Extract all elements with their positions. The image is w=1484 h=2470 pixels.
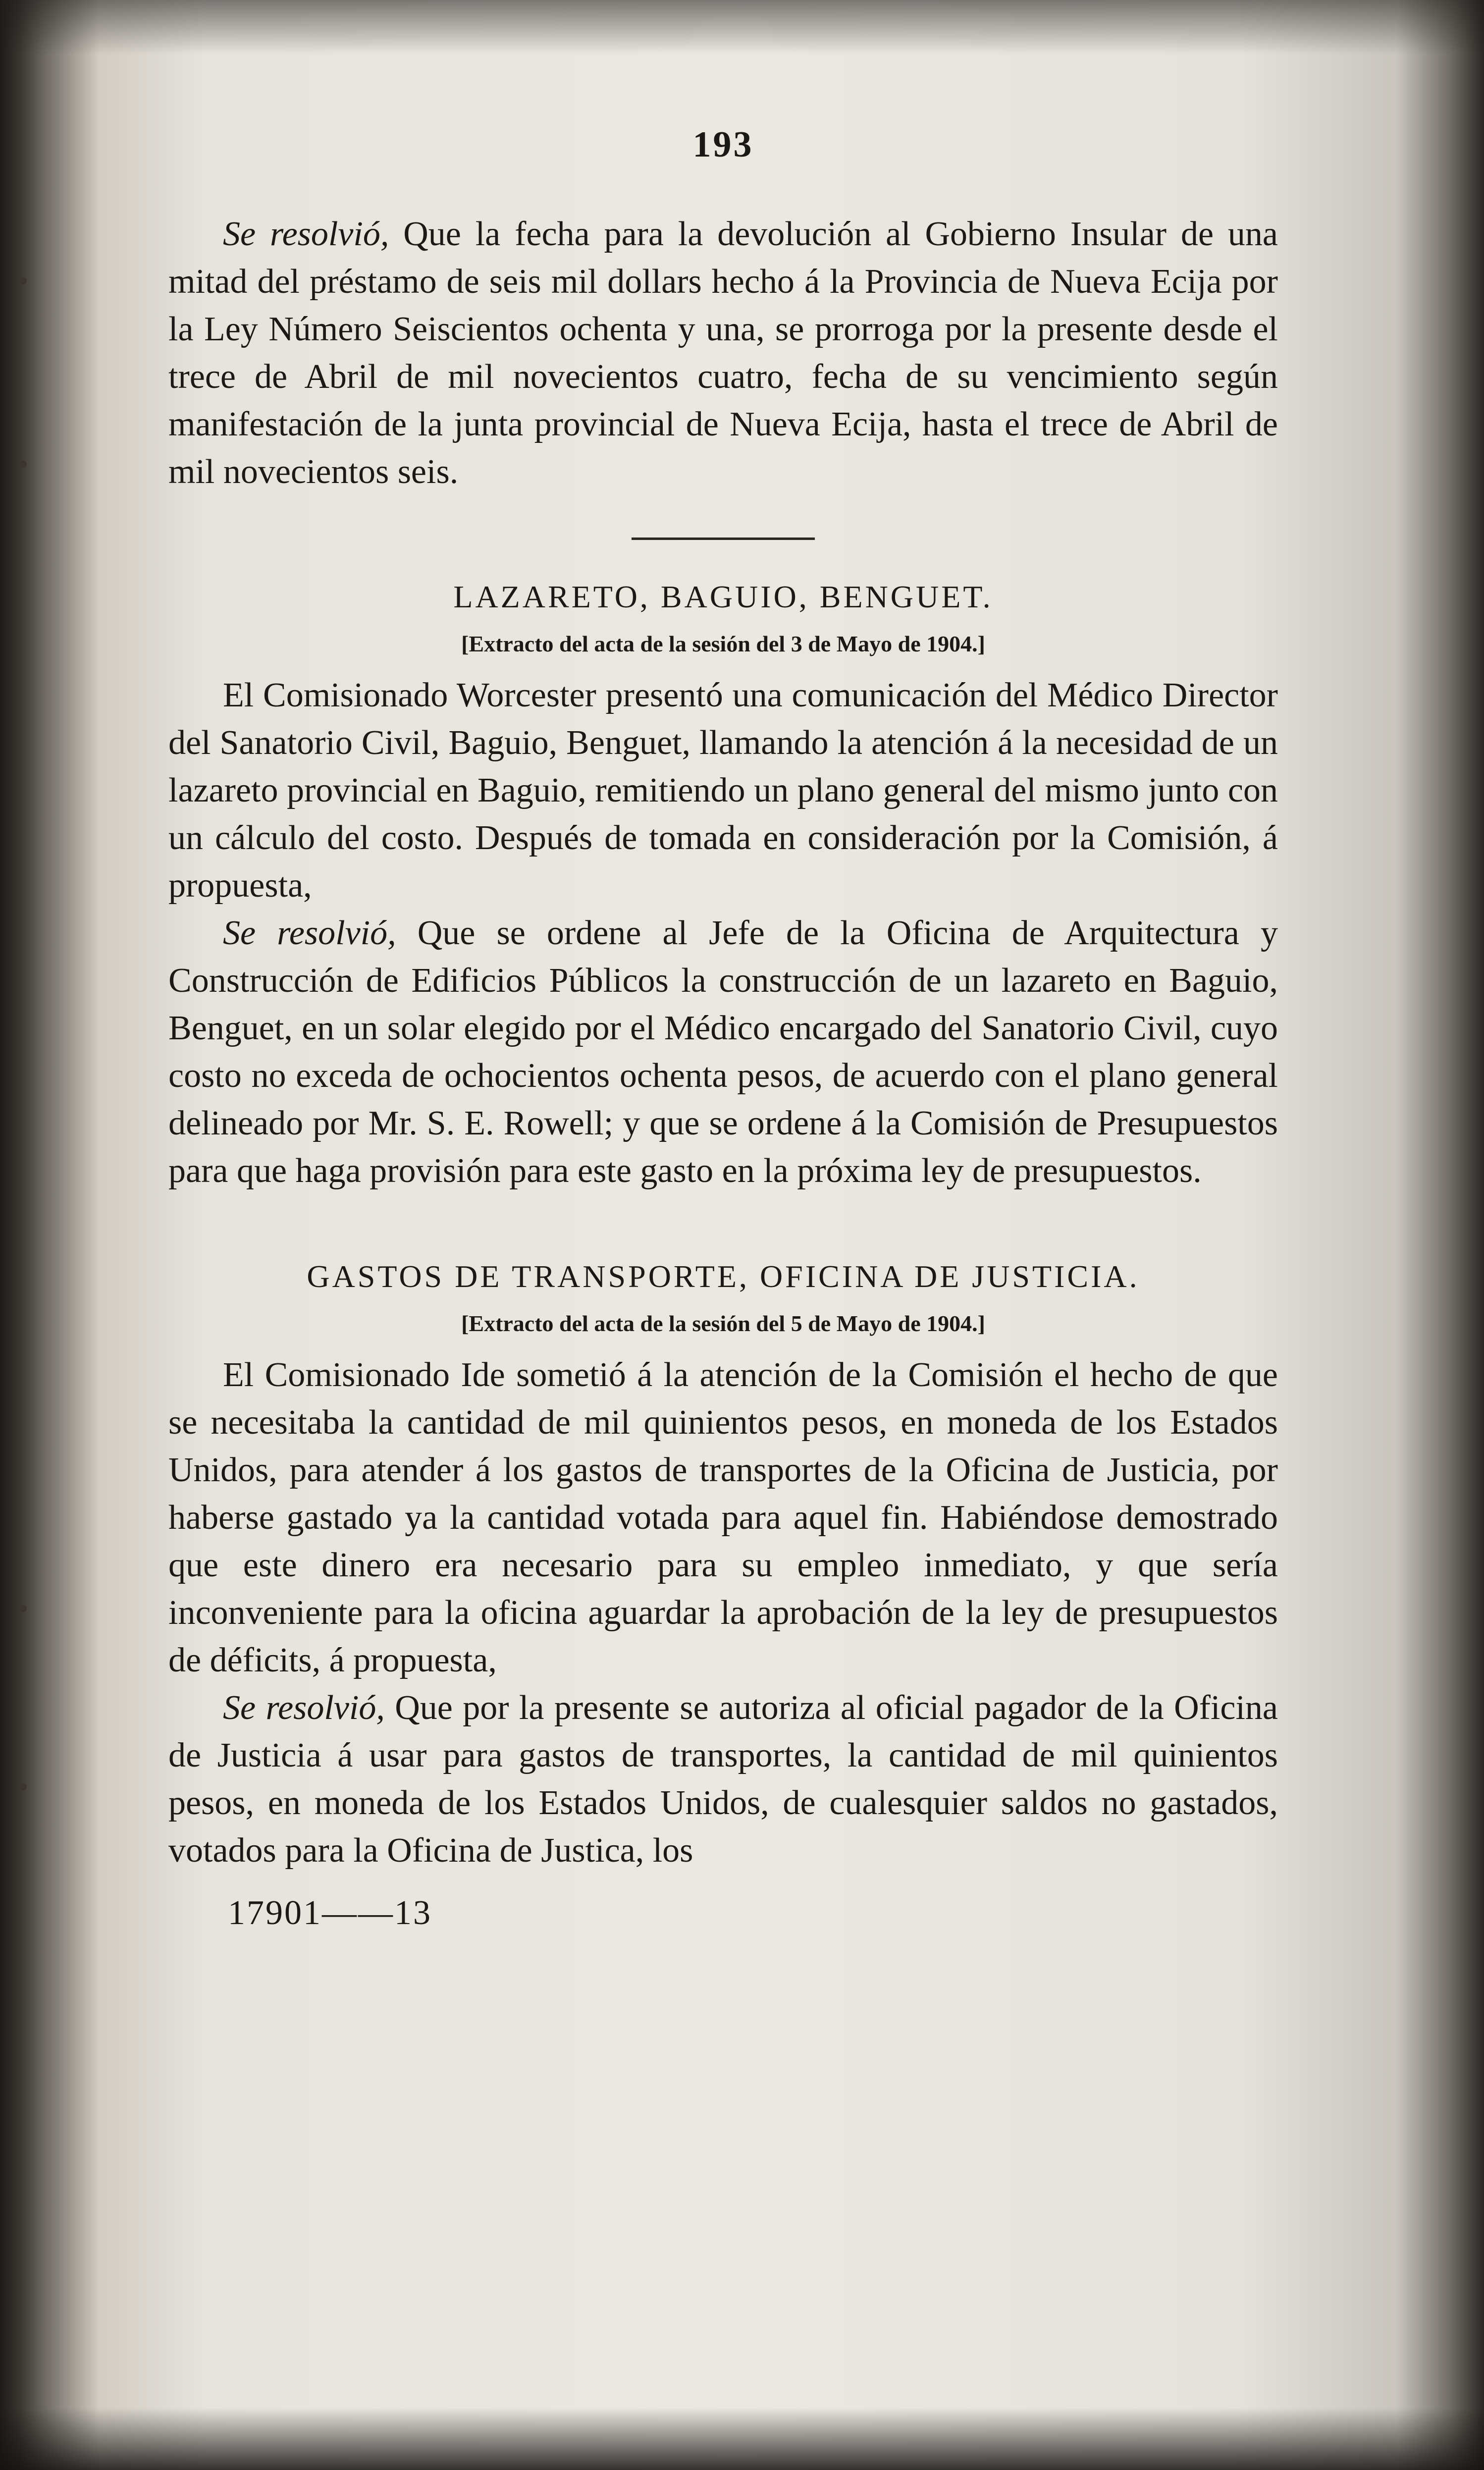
gastos-paragraph: El Comisionado Ide sometió á la atención de la Comisión el hecho de que se necesitaba la cantidad de mil quinientos pesos, en moneda de los Estados Unidos, para atender á los gastos de transportes de la Oficina de Justicia, por haberse gastado ya la cantidad votada para aquel fin. Habiéndose demostrado que este dinero era necesario para su empleo inmediato, y que sería inconveniente para la oficina aguardar la aprobación de la ley de presupuestos de déficits, á propuesta, (168, 1356, 1278, 1679)
section-note-lazareto: [Extracto del acta de la sesión del 3 de Mayo de 1904.] (461, 631, 985, 656)
section-gap (168, 1195, 1278, 1254)
margin-mark (20, 277, 27, 284)
lazareto-resolution-lead: Se resolvió, (223, 914, 396, 952)
lazareto-resolution-text: Que se ordene al Jefe de la Oficina de Arquitectura y Construcción de Edificios Públicos la construcción de un lazareto en Baguio, Benguet, en un solar elegido por el Médico encargado del Sanatorio Civil, cuyo costo no exceda de ochocientos ochenta pesos, de acuerdo con el plano general delineado por Mr. S. E. Rowell; y que se ordene á la Comisión de Presupuestos para que haga provisión para este gasto en la próxima ley de presupuestos. (168, 914, 1278, 1190)
resolution-lead: Se resolvió, (223, 215, 389, 253)
margin-mark (20, 1605, 27, 1612)
gastos-resolution-lead: Se resolvió, (223, 1689, 385, 1727)
bottom-shadow (0, 2408, 1484, 2470)
gastos-resolution-text: Que por la presente se autoriza al oficial pagador de la Oficina de Justicia á usar para gastos de transportes, la cantidad de mil quinientos pesos, en moneda de los Estados Unidos, de cualesquier saldos no gastados, votados para la Oficina de Justica, los (168, 1689, 1278, 1870)
section-heading-gastos: GASTOS DE TRANSPORTE, OFICINA DE JUSTICIA. (307, 1259, 1140, 1294)
lazareto-resolution (168, 910, 1278, 1195)
signature-footer: 17901——13 (228, 1894, 432, 1932)
page (168, 124, 1278, 1937)
page-number: 193 (692, 124, 754, 165)
resolution-text: Que la fecha para la devolución al Gobierno Insular de una mitad del préstamo de seis mil dollars hecho á la Provincia de Nueva Ecija por la Ley Número Seiscientos ochenta y una, se prorroga por la presente desde el trece de Abril de mil novecientos cuatro, fecha de su vencimiento según manifestación de la junta provincial de Nueva Ecija, hasta el trece de Abril de mil novecientos seis. (168, 215, 1278, 491)
section-heading-lazareto: LAZARETO, BAGUIO, BENGUET. (453, 579, 993, 614)
resolution-paragraph (168, 211, 1278, 496)
gastos-resolution (168, 1684, 1278, 1875)
margin-mark (20, 1783, 27, 1790)
margin-mark (20, 461, 27, 468)
lazareto-paragraph: El Comisionado Worcester presentó una comunicación del Médico Director del Sanatorio Civil, Baguio, Benguet, llamando la atención á la necesidad de un lazareto provincial en Baguio, remitiendo un plano general del mismo junto con un cálculo del costo. Después de tomada en consideración por la Comisión, á propuesta, (168, 676, 1278, 905)
section-note-gastos: [Extracto del acta de la sesión del 5 de Mayo de 1904.] (461, 1311, 985, 1336)
top-shadow (0, 0, 1484, 54)
section-divider (632, 537, 815, 540)
